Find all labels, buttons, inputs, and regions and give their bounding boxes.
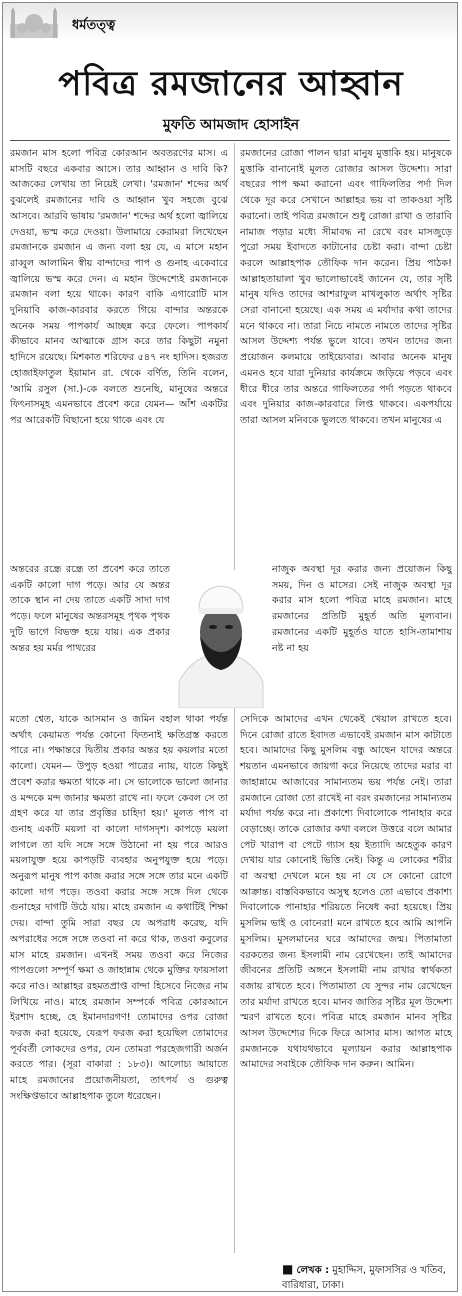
- paragraph: সেদিকে আমাদের এখন থেকেই খেয়াল রাখতে হবে। দিনে রোজা রাতে ইবাদত এভাবেই রমজান মাস কাটাতে হবে। আমাদের কিছু মুসলিম বন্ধু আছেন যাদের অন্তরে শয়তান এমনভাবে জায়গা করে নিয়েছে তাদের মরার বা জাহান্নামে আজাবের সামান্যতম ভয় পর্যন্ত নেই। তারা রমজানে রোজা তো রাখেই না বরং রমজানের সামান্যতম মর্যাদা পর্যন্ত করে না। প্রকাশ্যে দিবালোকে পানাহার করে বেড়াচ্ছে। তাকে রোজার কথা বললে উত্তরে বলে আমার পেট খারাপ বা পেটে গ্যাস হয় ইত্যাদি অহেতুক কারণ দেখায় যার কোনোই ভিত্তি নেই। কিন্তু এ লোকের শরীর বা অবস্থা দেখলে মনে হয় না যে সে কোনো রোগে আক্রান্ত। বাস্তবিকভাবে অসুস্থ হলেও তো এভাবে প্রকাশ্য দিবালোকে পানাহার শরিয়তে নিষেধ করা হয়েছে। প্রিয় মুসলিম ভাই ও বোনেরা! মনে রাখতে হবে আমি আপনি মুসলিম। মুসলমানের ঘরে আমাদের জন্ম। পিতামাতা বরকতের জন্য ইসলামী নাম রেখেছেন। তাই আমাদের জীবনের প্রতিটি অঙ্গনে ইসলামী নাম রাখার স্বার্থকতা বজায় রাখতে হবে। পিতামাতা যে সুন্দর নাম রেখেছেন তার মর্যাদা রাখতে হবে। মানব জাতির সৃষ্টির মূল উদ্দেশ্য স্মরণ রাখতে হবে। পবিত্র মাহে রমজান মানব সৃষ্টির আসল উদ্দেশ্যের দিকে ফিরে আসার মাস। আগত মাহে রমজানকে যথাযথভাবে মূল্যায়ন করার আল্লাহপাক আমাদের সবাইকে তৌফিক দান করুন। আমিন।: [240, 714, 452, 1071]
- paragraph: অন্তরের রন্ধ্রে রন্ধ্রে তা প্রবেশ করে তাতে একটি কালো দাগ পড়ে। আর যে অন্তর তাকে স্থান না দেয় তাতে একটি সাদা দাগ পড়ে। ফলে মানুষের অন্তরসমূহ পৃথক পৃথক দুটি ভাগে বিভক্ত হয়ে যায়। এক প্রকার অন্তর হয় মর্মর পাথরের: [10, 564, 170, 654]
- paragraph: রমজানের রোজা পালন দ্বারা মানুষ মুত্তাকি হয়। মানুষকে মুত্তাকি বানানোই মূলত রোজার আসল উদ্দেশ্য। সারা বছরের পাপ ক্ষমা করানো এবং গাফিলতির পর্দা দিল থেকে দূর করে সেখানে আল্লাহর ভয় বা তাকওয়া সৃষ্টি করানো। তাই পবিত্র রমজানে শুধু রোজা রাখা ও তারাবি নামাজ পড়ার মধ্যে সীমাবদ্ধ না রেখে বরং মাসজুড়ে পুরো সময় ইবাদতে কাটানোর চেষ্টা করা। বান্দা চেষ্টা করলে আল্লাহপাক তৌফিক দান করেন। প্রিয় পাঠক! আল্লাহতায়ালা খুব ভালোভাবেই জানেন যে, তার সৃষ্টি মানুষ যদিও তাদের আশরাফুল মাখলুকাত অর্থাৎ সৃষ্টির সেরা বানানো হয়েছে। এক সময় এ মর্যাদার কথা তাদের মনে থাকবে না। তারা নিচে নামতে নামতে তাদের সৃষ্টির আসল উদ্দেশ্য পর্যন্ত ভুলে যাবে। তখন তাদের জন্য প্রয়োজন কলমায়ে তাইয়্যেবার। আবার অনেক মানুষ এমনও হবে যারা দুনিয়ার কার্যক্রমে জড়িয়ে পড়বে এবং ধীরে ধীরে তার অন্তরে গাফিলতের পর্দা পড়তে থাকবে এবং দুনিয়ার কাজ-কারবারে লিপ্ত থাকবে। একপর্যায়ে তারা আসল মনিবকে ভুলতে থাকবে। তখন মানুষের এ: [240, 148, 452, 426]
- body-column-left-top: [10, 146, 228, 429]
- paragraph: মতো শ্বেত, যাকে আসমান ও জমিন বহাল থাকা পর্যন্ত অর্থাৎ কেয়ামত পর্যন্ত কোনো ফিতনাই ক্ষতিগ্রস্ত করতে পারে না। পক্ষান্তরে দ্বিতীয় প্রকার অন্তর হয় কয়লার মতো কালো। যেমন— উপুড় হওয়া পাত্রের ন্যায়, যাতে কিছুই প্রবেশ করার ক্ষমতা থাকে না। সে ভালোকে ভালো জানার ও মন্দকে মন্দ জানার ক্ষমতা রাখে না। ফলে কেবল সে তা গ্রহণ করে যা তার প্রবৃত্তির চাহিদা হয়।' মূলত পাপ বা গুনাহ একটি ময়লা বা কালো দাগসদৃশ। কাপড়ে ময়লা লাগলে তা যদি সঙ্গে সঙ্গে উঠানো না হয় পরে আরও ময়লাযুক্ত হয়ে কাপড়টি ব্যবহার অনুপযুক্ত হয়ে পড়ে। অনুরূপ মানুষ পাপ কাজ করার সঙ্গে সঙ্গে তার মনে একটি কালো দাগ পড়ে। তওবা করার সঙ্গে সঙ্গে দিল থেকে গুনাহের দাগটি উঠে যায়। মাহে রমজান এ কথাটিই শিক্ষা দেয়। বান্দা তুমি সারা বছর যে অপরাধ করেছ, যদি অপরাধের সঙ্গে সঙ্গে তওবা না করে থাক, তওবা কবুলের মাস মাহে রমজান। এখনই সময় তওবা করে নিজের পাপগুলো সম্পূর্ণ ক্ষমা ও জাহান্নাম থেকে মুক্তির ফায়সালা করে নাও। আল্লাহর রহমতপ্রাপ্ত বান্দা হিসেবে নিজের নাম লিখিয়ে নাও। মাহে রমজান সম্পর্কে পবিত্র কোরআনে ইরশাদ হচ্ছে, হে ইমানদারগণ! তোমাদের ওপর রোজা ফরজ করা হয়েছে, যেরূপ ফরজ করা হয়েছিল তোমাদের পূর্ববর্তী লোকদের ওপর, যেন তোমরা পরহেজগারী অর্জন করতে পার। (সূরা বাকারা : ১৮৩)। আলোচ্য আয়াতে মাহে রমজানের প্রয়োজনীয়তা, তাৎপর্য ও গুরুত্ব সংক্ষিপ্তভাবে আল্লাহপাক তুলে ধরেছেন।: [10, 714, 228, 1102]
- body-column-left-wrap: [10, 562, 170, 656]
- mosque-logo-icon: [6, 6, 62, 40]
- author-name: মুফতি আমজাদ হোসাইন: [162, 117, 300, 133]
- article-title: পবিত্র রমজানের আহ্বান: [58, 64, 404, 104]
- body-column-right-bottom: [240, 712, 452, 1073]
- author-photo: [175, 570, 267, 708]
- paragraph: রমজান মাস হলো পবিত্র কোরআন অবতরণের মাস। এ মাসটি বছরে একবার আসে। তার আহ্বান ও দাবি কি? আজকের লেখায় তা নিয়েই লেখা। 'রমজান' শব্দের অর্থ বুঝলেই রমজানের দাবি ও আহ্বান খুব সহজে বুঝে আসবে। আরবি ভাষায় 'রমজান' শব্দের অর্থ হলো জ্বালিয়ে দেওয়া, ভস্ম করে দেওয়া। উলামায়ে কেরামরা লিখেছেন রমজানকে রমজান এ জন্য বলা হয় যে, এ মাসে মহান রাব্বুল আলামিন স্বীয় বান্দাদের পাপ ও গুনাহ একেবারে জ্বালিয়ে ভস্ম করে দেন। এ মহান উদ্দেশ্যেই রমজানকে রমজান বলা হয়ে থাকে। কারণ বাকি এগারোটি মাস দুনিয়াবি কাজ-কারবার করতে গিয়ে বান্দার অন্তরকে অনেক সময় পাপকার্য আচ্ছন্ন করে ফেলে। পাপকার্য কীভাবে মানব আত্মাকে গ্রাস করে তার কিছুটা নমুনা হাদিসে রয়েছে। মিশকাত শরিফের ৫৪৭ নং হাদিস। হজরত হোজাইফাতুল ইয়ামান রা. থেকে বর্ণিত, তিনি বলেন, 'আমি রসুল (সা.)-কে বলতে শুনেছি, মানুষের অন্তরে ফিৎনাসমূহ এমনভাবে প্রবেশ করে যেমন— আঁশ একটির পর আরেকটি বিছানো হয়ে থাকে এবং যে: [10, 148, 228, 426]
- square-bullet-icon: ■: [282, 1262, 294, 1276]
- section-label: ধর্মতত্ত্ব: [72, 18, 116, 33]
- credit-text: মুহাদ্দিস, মুফাসসির ও খতিব, বারিধারা, ঢাকা।: [282, 1265, 446, 1291]
- paragraph: নাজুক অবস্থা দূর করার জন্য প্রয়োজন কিছু সময়, দিন ও মাসের। সেই নাজুক অবস্থা দূর করার মাস হলো পবিত্র মাহে রমজান। মাহে রমজানের প্রতিটি মুহূর্ত অতি মূল্যবান। রমজানের একটি মুহূর্তও যাতে হাসি-তামাশায় নষ্ট না হয়: [272, 564, 452, 654]
- credit-label: লেখক :: [296, 1265, 330, 1276]
- body-column-right-wrap: [272, 562, 452, 656]
- body-column-left-bottom: [10, 712, 228, 1105]
- body-column-right-top: [240, 146, 452, 429]
- title-divider: [10, 140, 450, 141]
- author-credit: [282, 1262, 454, 1293]
